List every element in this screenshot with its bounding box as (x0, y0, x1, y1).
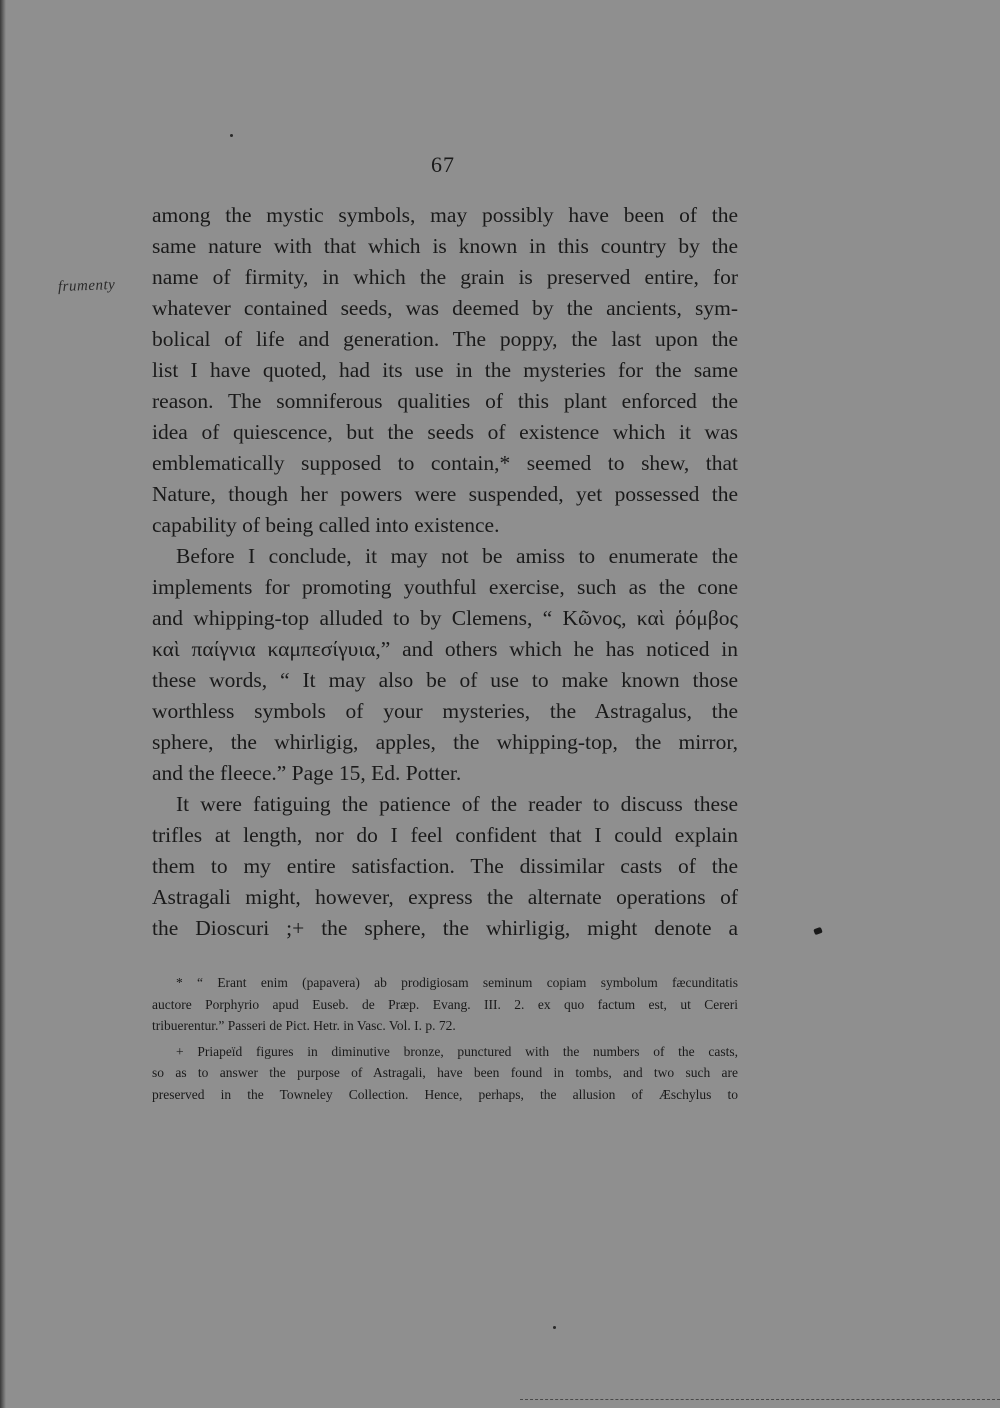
text-line: idea of quiescence, but the seeds of existence which it was (152, 420, 738, 444)
ink-speck (230, 134, 233, 137)
footnote-line: + Priapeïd figures in diminutive bronze, punctured with the numbers of the casts, (176, 1043, 738, 1059)
text-line: list I have quoted, had its use in the mysteries for the same (152, 358, 738, 382)
ink-speck (553, 1326, 556, 1329)
footnote-line: auctore Porphyrio apud Euseb. de Præp. Evang. III. 2. ex quo factum est, ut Cereri (152, 996, 738, 1012)
paragraph-1 (152, 200, 738, 541)
text-line: sphere, the whirligig, apples, the whipping-top, the mirror, (152, 730, 738, 754)
footnote-2 (152, 1041, 738, 1106)
body-text (152, 200, 738, 944)
footnotes (152, 972, 738, 1109)
footnote-line: tribuerentur.” Passeri de Pict. Hetr. in Vasc. Vol. I. p. 72. (152, 1018, 456, 1033)
text-line: Nature, though her powers were suspended, yet possessed the (152, 482, 738, 506)
text-line: Before I conclude, it may not be amiss to enumerate the (176, 544, 738, 568)
footnote-line: * “ Erant enim (papavera) ab prodigiosam seminum copiam symbolum fæcunditatis (176, 975, 738, 990)
text-line: καὶ παίγνια καμπεσίγυια,” and others which he has noticed in (152, 637, 738, 661)
page-edge-shadow (0, 0, 6, 1408)
ink-mark (813, 927, 823, 935)
handwritten-margin-note: frumenty (57, 277, 116, 295)
text-line: It were fatiguing the patience of the reader to discuss these (176, 792, 738, 816)
text-line: bolical of life and generation. The poppy, the last upon the (152, 327, 738, 351)
page-number: 67 (431, 152, 455, 177)
paragraph-2 (152, 541, 738, 789)
text-line: reason. The somniferous qualities of this plant enforced the (152, 389, 738, 413)
footnote-line: preserved in the Towneley Collection. Hence, perhaps, the allusion of Æschylus to (152, 1086, 738, 1102)
text-line: trifles at length, nor do I feel confident that I could explain (152, 823, 738, 847)
text-line: implements for promoting youthful exercise, such as the cone (152, 575, 738, 599)
text-line: Astragali might, however, express the alternate operations of (152, 885, 738, 909)
text-line: emblematically supposed to contain,* seemed to shew, that (152, 451, 738, 475)
text-line: worthless symbols of your mysteries, the Astragalus, the (152, 699, 738, 723)
text-line: the Dioscuri ;+ the sphere, the whirligig, might denote a (152, 916, 738, 940)
text-line: among the mystic symbols, may possibly have been of the (152, 203, 738, 227)
text-line: name of firmity, in which the grain is preserved entire, for (152, 265, 738, 289)
text-line: and whipping-top alluded to by Clemens, “ Κῶνος, καὶ ῥόμβος (152, 606, 738, 630)
bottom-edge-rule (520, 1399, 1000, 1402)
text-line: them to my entire satisfaction. The dissimilar casts of the (152, 854, 738, 878)
text-line: same nature with that which is known in this country by the (152, 234, 738, 258)
text-line: whatever contained seeds, was deemed by the ancients, sym- (152, 296, 738, 320)
paragraph-3 (152, 789, 738, 944)
text-line: these words, “ It may also be of use to make known those (152, 668, 738, 692)
text-line: capability of being called into existence. (152, 513, 500, 537)
footnote-line: so as to answer the purpose of Astragali, have been found in tombs, and two such are (152, 1065, 738, 1080)
footnote-1 (152, 972, 738, 1037)
text-line: and the fleece.” Page 15, Ed. Potter. (152, 761, 462, 785)
